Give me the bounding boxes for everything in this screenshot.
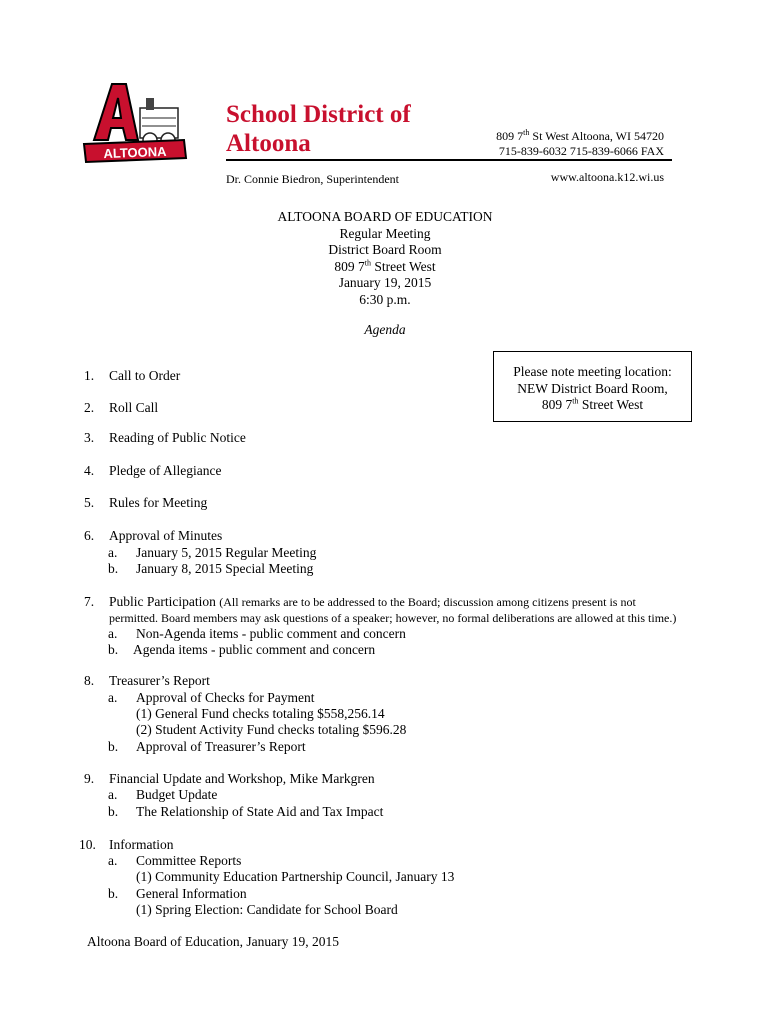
location-notice [493,351,692,422]
agenda-subitem [108,642,375,659]
subitem-letter: a. [108,690,118,705]
item-text: Pledge of Allegiance [109,463,222,478]
agenda-item-6 [84,528,222,545]
agenda-subitem [108,739,306,756]
street-address-number: 809 7 [496,129,524,143]
subitem-text: Approval of Checks for Payment [136,690,315,705]
notice-line2: NEW District Board Room, [517,380,668,396]
agenda-item-7 [84,594,636,611]
item-text: Information [109,837,174,852]
subitem-text: January 8, 2015 Special Meeting [136,561,314,576]
district-name-line2: Altoona [226,130,311,157]
agenda-item-2 [84,400,158,417]
street-address [478,129,664,144]
agenda-subitem [108,853,241,870]
agenda-subitem [108,787,217,804]
item-text: Public Participation [109,594,216,609]
district-name-line1: School District of [226,101,411,128]
header-rule [226,159,672,161]
agenda-item-9 [84,771,375,788]
item-number: 8. [84,673,95,688]
item-number: 5. [84,495,95,510]
page-footer: Altoona Board of Education, January 19, 2015 [87,934,339,949]
subitem-letter: b. [108,804,119,819]
subitem-letter: a. [108,545,118,560]
subitem-text: The Relationship of State Aid and Tax Impact [136,804,384,819]
item-text: Rules for Meeting [109,495,208,510]
meeting-date: January 19, 2015 [338,275,432,290]
altoona-logo [80,78,190,178]
item-text: Roll Call [109,400,159,415]
agenda-subsubitem: (1) Spring Election: Candidate for School Board [136,902,398,917]
item-number: 10. [79,837,96,852]
agenda-item-4 [84,463,221,480]
meeting-street [0,259,770,276]
item-text: Call to Order [109,368,181,383]
agenda-subsubitem: (1) Community Education Partnership Council, January 13 [136,869,455,884]
agenda-item-8 [84,673,210,690]
subitem-letter: a. [108,787,118,802]
agenda-subitem [108,804,383,821]
subitem-letter: a. [108,626,118,641]
street-address-rest: St West Altoona, WI 54720 [529,129,664,143]
meeting-street-suffix: th [364,258,371,267]
item-note-continued: permitted. Board members may ask questions of a speaker; however, no formal deliberations are allowed at this time.) [109,611,677,625]
subitem-text: Agenda items - public comment and concern [133,642,376,657]
item-text: Approval of Minutes [109,528,223,543]
subitem-letter: b. [108,739,119,754]
logo-banner-text: ALTOONA [103,143,167,162]
subitem-letter: a. [108,853,118,868]
agenda-item-3 [84,430,246,447]
phone-fax: 715-839-6032 715-839-6066 FAX [498,144,664,158]
item-number: 2. [84,400,95,415]
subitem-text: Budget Update [136,787,218,802]
agenda-subitem [108,545,316,562]
item-text: Reading of Public Notice [109,430,246,445]
agenda-subitem [108,886,247,903]
subitem-text: Committee Reports [136,853,242,868]
item-text: Financial Update and Workshop, Mike Markgren [109,771,375,786]
meeting-time: 6:30 p.m. [359,291,411,307]
district-address [478,129,664,159]
item-number: 7. [84,594,95,609]
agenda-subitem [108,690,314,707]
subitem-text: Non-Agenda items - public comment and concern [136,626,406,641]
meeting-type: Regular Meeting [339,225,431,241]
item-number: 1. [84,368,95,383]
meeting-header [0,209,770,308]
notice-street-rest: Street West [578,397,644,412]
street-address-suffix: th [523,128,530,137]
agenda-item-5 [84,495,207,512]
letter-a-icon [94,84,138,140]
agenda-subsubitem: (1) General Fund checks totaling $558,256.14 [136,706,385,721]
agenda-title: Agenda [364,322,406,337]
agenda-subitem [108,626,406,643]
subitem-letter: b. [108,886,119,901]
subitem-letter: b. [108,642,119,657]
meeting-street-number: 809 7 [334,258,365,274]
item-text: Treasurer’s Report [109,673,210,688]
agenda-item-1 [84,368,180,385]
notice-street-number: 809 7 [541,397,573,412]
item-number: 3. [84,430,95,445]
board-title: ALTOONA BOARD OF EDUCATION [277,209,493,224]
subitem-text: January 5, 2015 Regular Meeting [136,545,317,560]
meeting-room: District Board Room [328,242,442,257]
website-link[interactable]: www.altoona.k12.wi.us [550,170,664,184]
item-number: 4. [84,463,95,478]
meeting-street-rest: Street West [370,258,436,274]
agenda-subitem [108,561,313,578]
item-number: 6. [84,528,95,543]
agenda-subsubitem: (2) Student Activity Fund checks totaling $596.28 [136,722,407,737]
item-note: (All remarks are to be addressed to the Board; discussion among citizens present is not [219,595,636,609]
subitem-letter: b. [108,561,119,576]
subitem-text: Approval of Treasurer’s Report [136,739,306,754]
subitem-text: General Information [136,886,247,901]
notice-line3 [494,397,691,414]
notice-street-suffix: th [572,396,579,406]
agenda-item-10 [79,837,173,854]
superintendent: Dr. Connie Biedron, Superintendent [226,172,399,186]
item-number: 9. [84,771,95,786]
district-name [226,100,411,158]
notice-line1: Please note meeting location: [513,364,672,379]
